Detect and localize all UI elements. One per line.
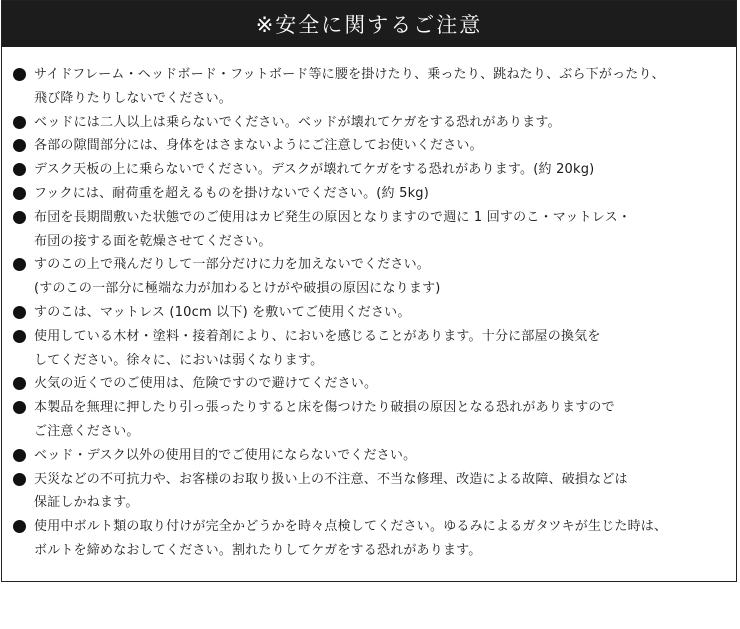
notice-list xyxy=(12,63,730,563)
notice-text-line: 布団を長期間敷いた状態でのご使用はカビ発生の原因となりますので週に 1 回すのこ・マットレス・ xyxy=(34,209,632,225)
notice-title: ※安全に関するご注意 xyxy=(255,13,483,37)
notice-header xyxy=(2,1,736,47)
notice-text-line: 火気の近くでのご使用は、危険ですので避けてください。 xyxy=(34,376,378,392)
notice-text-line: フックには、耐荷重を超えるものを掛けないでください。(約 5kg) xyxy=(34,185,430,201)
bullet-icon xyxy=(13,401,26,414)
notice-text-line: ご注意ください。 xyxy=(34,423,140,439)
notice-text-line: 使用している木材・塗料・接着剤により、においを感じることがあります。十分に部屋の換気を xyxy=(34,328,601,344)
notice-text-line: 天災などの不可抗力や、お客様のお取り扱い上の不注意、不当な修理、改造による故障、破損などは xyxy=(34,471,628,487)
notice-text-line: 布団の接する面を乾燥させてください。 xyxy=(34,233,272,249)
bullet-icon xyxy=(13,187,26,200)
notice-text-line: 保証しかねます。 xyxy=(34,495,139,511)
notice-item xyxy=(12,158,730,182)
notice-item xyxy=(12,325,730,373)
notice-item xyxy=(12,468,730,516)
notice-text-line: ボルトを締めなおしてください。割れたりしてケガをする恐れがあります。 xyxy=(34,542,482,558)
notice-item xyxy=(12,396,730,444)
notice-text-line: すのこの上で飛んだりして一部分だけに力を加えないでください。 xyxy=(34,257,431,273)
notice-text-line: してください。徐々に、においは弱くなります。 xyxy=(34,352,324,368)
bullet-icon xyxy=(13,520,26,533)
bullet-icon xyxy=(13,139,26,152)
bullet-icon xyxy=(13,377,26,390)
bullet-icon xyxy=(13,330,26,343)
notice-text-line: 各部の隙間部分には、身体をはさまないようにご注意してお使いください。 xyxy=(34,138,483,154)
notice-item xyxy=(12,372,730,396)
bullet-icon xyxy=(13,258,26,271)
bullet-icon xyxy=(13,306,26,319)
notice-item xyxy=(12,134,730,158)
notice-text-line: (すのこの一部分に極端な力が加わるとけがや破損の原因になります) xyxy=(34,281,441,297)
notice-text-line: ベッドには二人以上は乗らないでください。ベッドが壊れてケガをする恐れがあります。 xyxy=(34,114,561,130)
notice-item xyxy=(12,515,730,563)
notice-item xyxy=(12,182,730,206)
notice-text-line: 使用中ボルト類の取り付けが完全かどうかを時々点検してください。ゆるみによるガタツキが生じた時は、 xyxy=(34,519,668,535)
bullet-icon xyxy=(13,116,26,129)
notice-text-line: サイドフレーム・ヘッドボード・フットボード等に腰を掛けたり、乗ったり、跳ねたり、ぶら下がったり、 xyxy=(34,67,665,82)
notice-item xyxy=(12,111,730,135)
notice-text-line: 飛び降りたりしないでください。 xyxy=(34,90,233,106)
notice-text-line: ベッド・デスク以外の使用目的でご使用にならないでください。 xyxy=(34,447,417,463)
notice-item xyxy=(12,206,730,254)
notice-text-line: すのこは、マットレス (10cm 以下) を敷いてご使用ください。 xyxy=(34,304,411,320)
notice-text-line: デスク天板の上に乗らないでください。デスクが壊れてケガをする恐れがあります。(約 20kg) xyxy=(34,162,595,178)
notice-item xyxy=(12,301,730,325)
safety-notice-panel xyxy=(1,0,737,582)
bullet-icon xyxy=(13,473,26,486)
notice-text-line: 本製品を無理に押したり引っ張ったりすると床を傷つけたり破損の原因となる恐れがありますので xyxy=(34,400,615,416)
bullet-icon xyxy=(13,449,26,462)
bullet-icon xyxy=(13,68,26,81)
notice-item xyxy=(12,63,730,111)
notice-item xyxy=(12,444,730,468)
bullet-icon xyxy=(13,163,26,176)
notice-item xyxy=(12,253,730,301)
bullet-icon xyxy=(13,211,26,224)
